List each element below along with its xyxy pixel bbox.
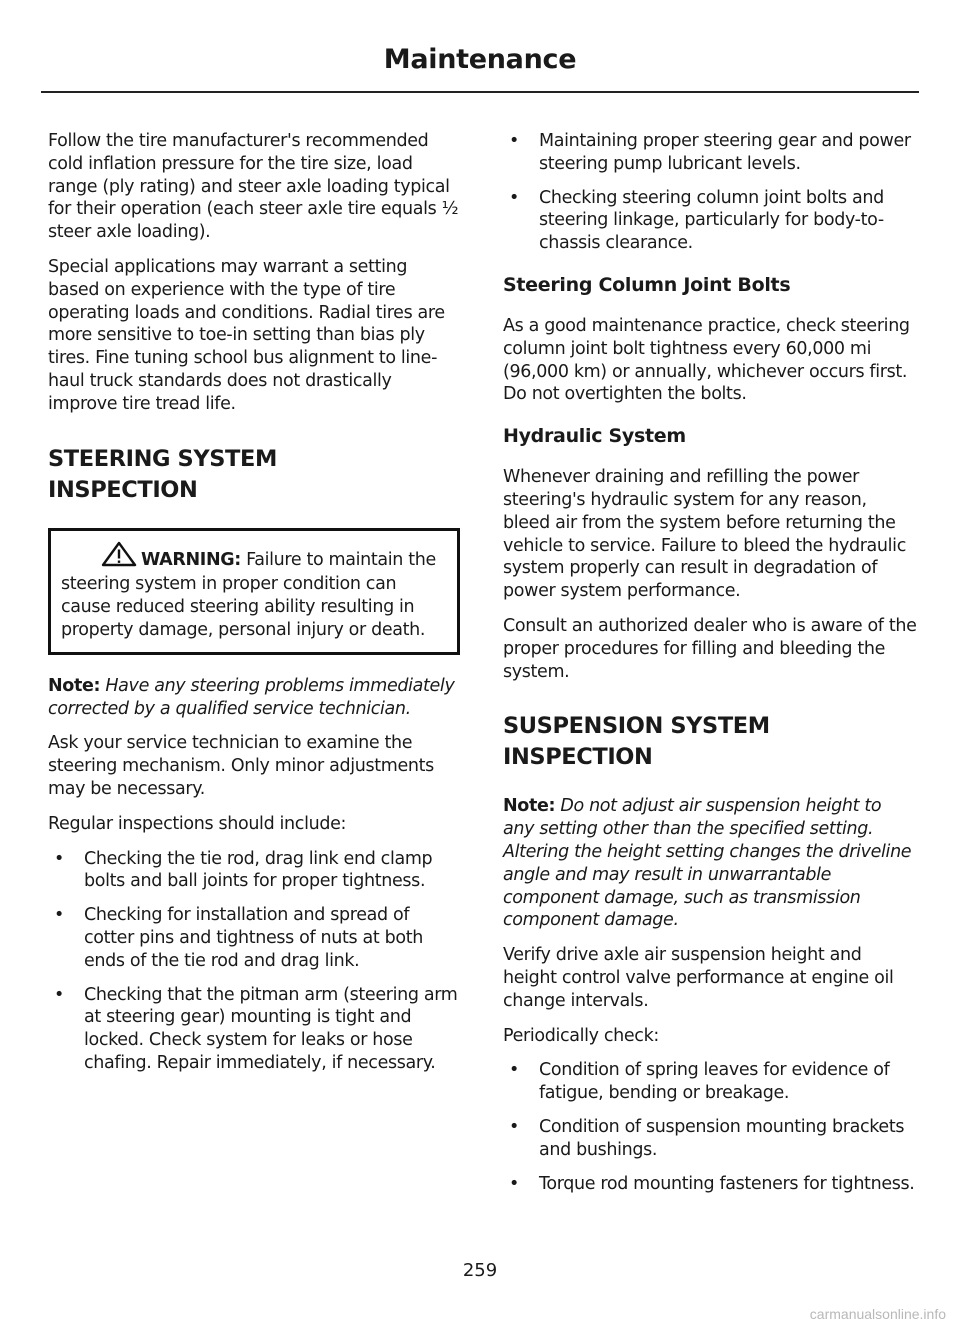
hydraulic-system-heading: Hydraulic System <box>503 425 686 448</box>
note-text: Have any steering problems immediately corrected by a qualified service technician. <box>48 675 455 719</box>
page-title: Maintenance <box>383 44 577 75</box>
warning-triangle-icon <box>101 541 137 574</box>
bullet: • <box>509 187 519 208</box>
heading-line-1: STEERING SYSTEM <box>48 445 277 472</box>
list-item-text: Condition of suspension mounting brackets and bushings. <box>539 1116 905 1160</box>
bullet: • <box>509 1116 519 1137</box>
bullet: • <box>509 1173 519 1194</box>
joint-bolts-heading: Steering Column Joint Bolts <box>503 273 791 296</box>
warning-text-first: Failure to maintain the <box>246 549 436 570</box>
suspension-checks-list <box>503 1059 917 1195</box>
tire-pressure-paragraph: Follow the tire manufacturer's recommended cold inflation pressure for the tire size, load range (ply rating) and steer axle loading typical for their operation (each steer axle tire equals ½ steer axle loading). <box>48 131 459 243</box>
heading-line-2: INSPECTION <box>48 476 198 503</box>
list-item <box>503 1173 917 1196</box>
verify-suspension-paragraph: Verify drive axle air suspension height and height control valve performance at engine oil change intervals. <box>503 945 894 1011</box>
ask-technician-paragraph: Ask your service technician to examine the steering mechanism. Only minor adjustments may be necessary. <box>48 733 434 799</box>
list-item <box>48 984 460 1075</box>
periodically-check-paragraph: Periodically check: <box>503 1025 659 1046</box>
list-item <box>503 187 917 255</box>
list-item <box>48 904 460 972</box>
suspension-inspection-heading <box>503 711 917 773</box>
header-divider <box>41 91 919 93</box>
warning-box <box>48 528 460 655</box>
right-column <box>503 130 917 1207</box>
list-item <box>503 1059 917 1105</box>
regular-inspections-paragraph: Regular inspections should include: <box>48 813 347 834</box>
list-item-text: Torque rod mounting fasteners for tightness. <box>539 1173 915 1194</box>
note-label: Note: <box>48 675 101 696</box>
bullet: • <box>54 984 64 1005</box>
hydraulic-paragraph-1: Whenever draining and refilling the power steering's hydraulic system for any reason, bleed air from the system before returning the vehicle to service. Failure to bleed the hydraulic system properly can result in degradation of power system performance. <box>503 467 906 602</box>
list-item-text: Checking that the pitman arm (steering arm at steering gear) mounting is tight and locked. Check system for leaks or hose chafing. Repair immediately, if necessary. <box>84 984 458 1073</box>
heading-line-1: SUSPENSION SYSTEM <box>503 713 770 740</box>
steering-checks-list <box>48 848 460 1075</box>
bullet: • <box>54 848 64 869</box>
watermark: carmanualsonline.info <box>809 1306 946 1322</box>
list-item <box>503 130 917 176</box>
list-item-text: Checking the tie rod, drag link end clamp bolts and ball joints for proper tightness. <box>84 848 433 892</box>
bullet: • <box>54 905 64 926</box>
hydraulic-paragraph-2: Consult an authorized dealer who is aware of the proper procedures for filling and bleeding the system. <box>503 615 917 682</box>
list-item <box>503 1116 917 1162</box>
note-label: Note: <box>503 796 556 817</box>
bullet: • <box>509 1060 519 1081</box>
joint-bolts-paragraph: As a good maintenance practice, check steering column joint bolt tightness every 60,000 mi (96,000 km) or annually, whichever occurs first. Do not overtighten the bolts. <box>503 315 910 405</box>
steering-note <box>48 675 460 721</box>
list-item-text: Maintaining proper steering gear and power steering pump lubricant levels. <box>539 131 911 174</box>
bullet: • <box>509 131 519 151</box>
page-number: 259 <box>462 1260 498 1281</box>
left-column <box>48 130 460 1087</box>
suspension-note <box>503 795 917 932</box>
steering-inspection-heading <box>48 444 460 506</box>
steering-checks-list-continued <box>503 130 917 255</box>
list-item-text: Checking steering column joint bolts and steering linkage, particularly for body-to-chassis clearance. <box>539 187 884 254</box>
note-text: Do not adjust air suspension height to any setting other than the specified setting. Altering the height setting changes the driveline angle and may result in unwarrantable component damage, such as transmission component damage. <box>503 796 912 931</box>
warning-label: WARNING: <box>141 549 241 570</box>
list-item-text: Checking for installation and spread of cotter pins and tightness of nuts at both ends of the tie rod and drag link. <box>84 905 423 971</box>
warning-text-rest: steering system in proper condition can cause reduced steering ability resulting in property damage, personal injury or death. <box>61 574 426 640</box>
list-item-text: Condition of spring leaves for evidence of fatigue, bending or breakage. <box>539 1060 890 1104</box>
special-applications-paragraph: Special applications may warrant a setting based on experience with the type of tire operating loads and conditions. Radial tires are more sensitive to toe-in setting than bias ply tires. Fine tuning school bus alignment to line-haul truck standards does not drastically improve tire tread life. <box>48 256 445 414</box>
heading-line-2: INSPECTION <box>503 744 653 771</box>
list-item <box>48 848 460 894</box>
